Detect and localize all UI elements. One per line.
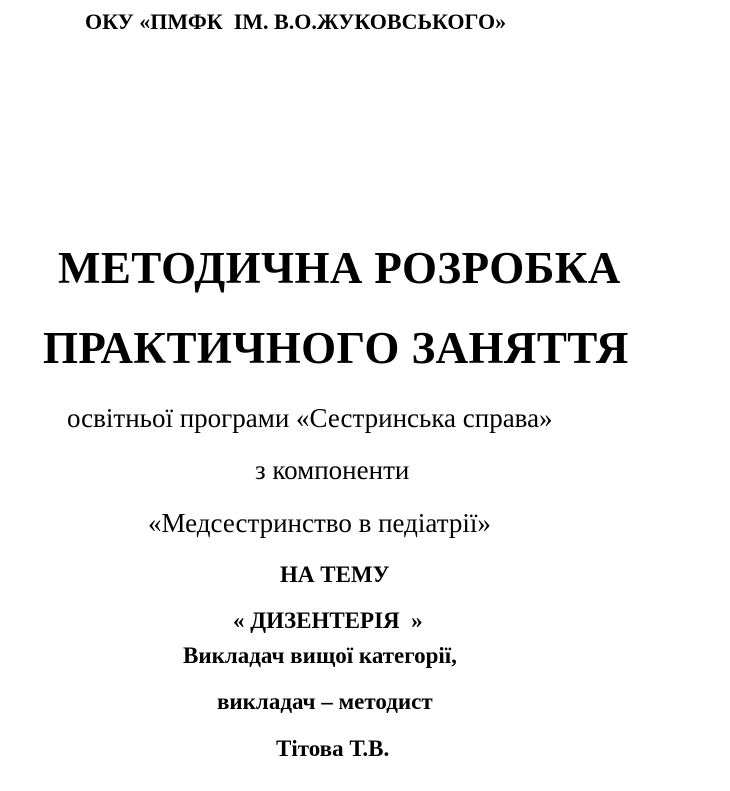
author-position-line-1: Викладач вищої категорії, [183,643,457,668]
author-name: Тітова Т.В. [276,736,390,761]
document-title-line-2: ПРАКТИЧНОГО ЗАНЯТТЯ [43,323,629,373]
topic-label: НА ТЕМУ [280,562,390,587]
institution-name: ОКУ «ПМФК ІМ. В.О.ЖУКОВСЬКОГО» [85,9,507,34]
program-name: освітньої програми «Сестринська справа» [67,403,553,433]
document-title-line-1: МЕТОДИЧНА РОЗРОБКА [58,243,621,293]
component-label: з компоненти [255,455,410,485]
topic-name: « ДИЗЕНТЕРІЯ » [233,608,423,633]
component-name: «Медсестринство в педіатрії» [148,508,491,538]
author-position-line-2: викладач – методист [217,689,433,714]
